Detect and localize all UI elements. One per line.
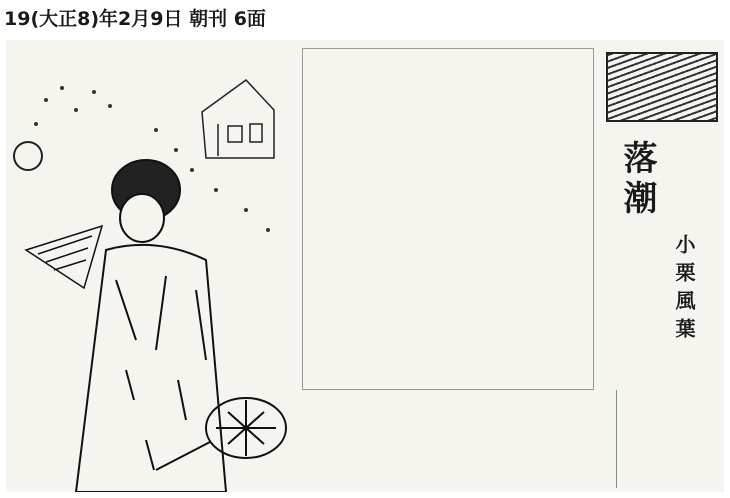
serial-title-block xyxy=(602,48,722,388)
serial-title: 落潮 xyxy=(617,140,657,220)
serial-author: 小栗風葉 xyxy=(672,234,696,346)
article-lower-block xyxy=(302,392,602,488)
illustration-drawing xyxy=(6,40,298,492)
article-body-columns xyxy=(302,48,594,390)
woman-figure xyxy=(76,160,226,492)
house-outline xyxy=(202,80,274,158)
illustration-woman-with-tennis-racket xyxy=(6,40,298,492)
decorative-landscape-header xyxy=(606,52,718,122)
adjacent-article-column xyxy=(616,390,723,488)
page-header: 19(大正8)年2月9日 朝刊 6面 xyxy=(4,8,266,30)
fan-shape xyxy=(26,226,102,288)
newspaper-page xyxy=(6,40,724,492)
moon-shape xyxy=(14,142,42,170)
